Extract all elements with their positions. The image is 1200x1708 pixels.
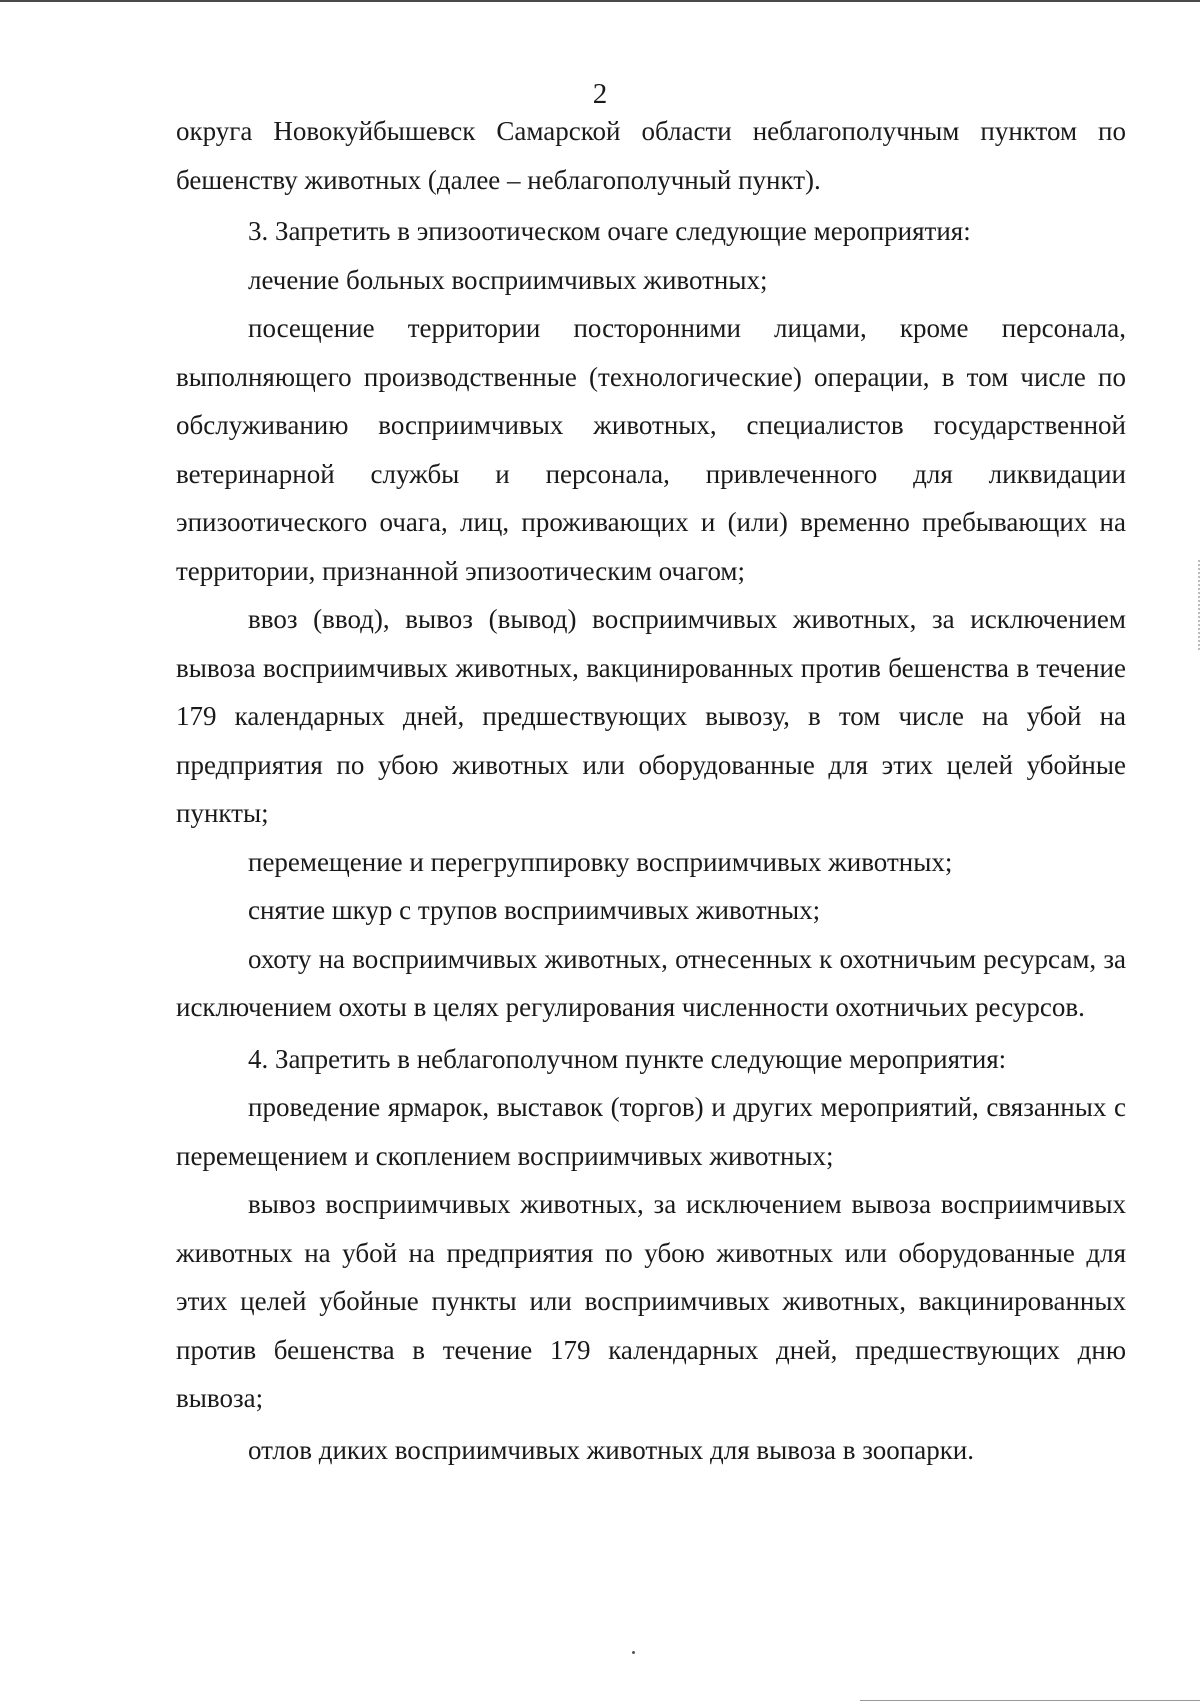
paragraph-treatment: лечение больных восприимчивых животных; [248,264,768,295]
paragraph-skinning: снятие шкур с трупов восприимчивых животных; [248,895,821,925]
paragraph-capture: отлов диких восприимчивых животных для вывоза в зоопарки. [248,1434,975,1465]
paragraph-fairs: проведение ярмарок, выставок (торгов) и других мероприятий, связанных с перемещением и скоплением восприимчивых животных; [176,1092,1126,1171]
document-body [176,107,1126,1474]
scan-artifact-edge [1190,560,1200,650]
page-number: 2 [592,78,608,110]
paragraph-hunting: охоту на восприимчивых животных, отнесенных к охотничьим ресурсам, за исключением охоты в целях регулирования численности охотничьих ресурсов. [176,943,1126,1022]
paragraph-continuation: округа Новокуйбышевск Самарской области неблагополучным пунктом по бешенству животных (далее – неблагополучный пункт). [176,116,1126,195]
paragraph-clause-4: 4. Запретить в неблагополучном пункте следующие мероприятия: [248,1043,1007,1074]
scan-top-border [0,0,1200,2]
paragraph-removal: вывоз восприимчивых животных, за исключением вывоза восприимчивых животных на убой на предприятия по убою животных или оборудованные для этих целей убойные пункты или восприимчивых животных, вакцинированных против бешенства в течение 179 календарных дней, предшествующих дню вывоза; [176,1189,1126,1413]
paragraph-clause-3: 3. Запретить в эпизоотическом очаге следующие мероприятия: [248,216,971,246]
paragraph-regrouping: перемещение и перегруппировку восприимчивых животных; [248,846,953,877]
paragraph-visits: посещение территории посторонними лицами, кроме персонала, выполняющего производственные (технологические) операции, в том числе по обслуживанию восприимчивых животных, специалистов государственной ветеринарной службы и персонала, привлеченного для ликвидации эпизоотического очага, лиц, проживающих и (или) временно пребывающих на территории, признанной эпизоотическим очагом; [176,313,1126,586]
paragraph-import-export: ввоз (ввод), вывоз (вывод) восприимчивых животных, за исключением вывоза восприимчивых животных, вакцинированных против бешенства в течение 179 календарных дней, предшествующих вывозу, в том числе на убой на предприятия по убою животных или оборудованные для этих целей убойные пункты; [176,604,1126,828]
scan-artifact-dot [632,1651,635,1654]
scan-bottom-border [860,1700,1200,1701]
